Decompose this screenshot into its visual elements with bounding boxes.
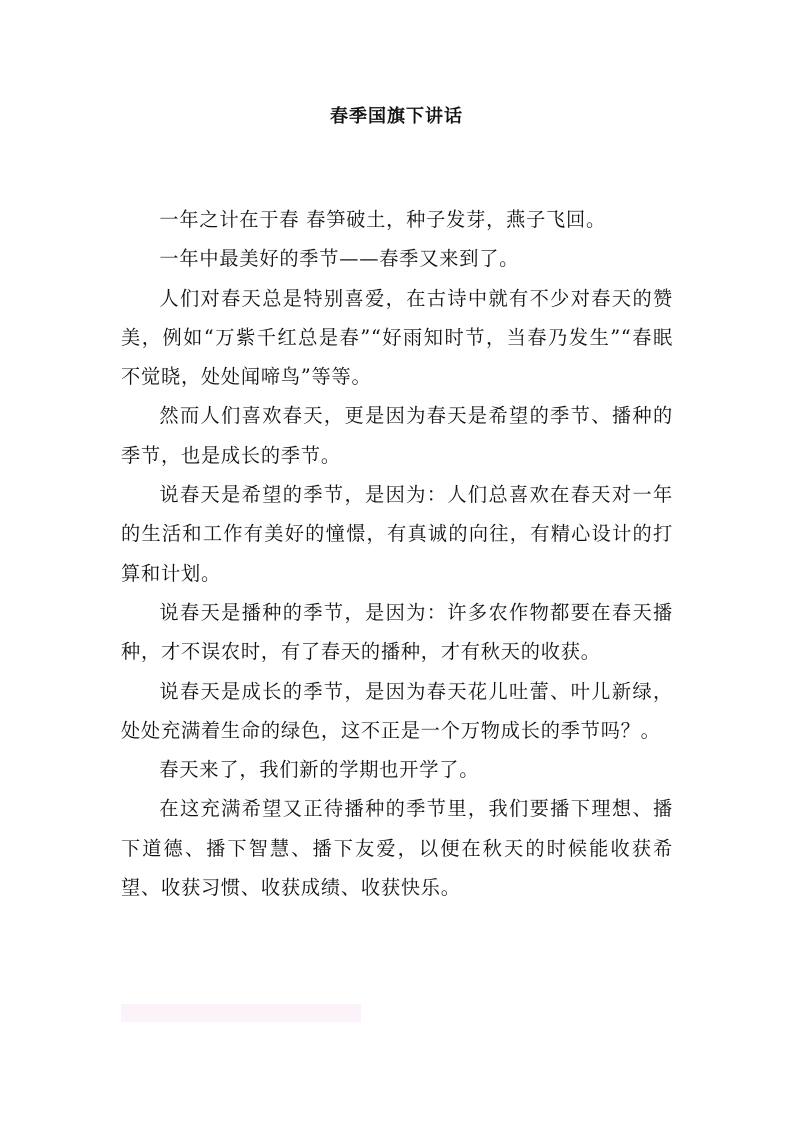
paragraph-2: 一年中最美好的季节——春季又来到了。 — [159, 247, 520, 271]
paragraph-1: 一年之计在于春 春笋破土，种子发芽，燕子飞回。 — [159, 208, 607, 231]
document-title: 春季国旗下讲话 — [330, 106, 463, 127]
paragraph-7: 说春天是成长的季节，是因为春天花儿吐蕾、叶儿新绿，处处充满着生命的绿色，这不正是一个万物成长的季节吗？。 — [121, 679, 673, 742]
paragraph-3: 人们对春天总是特别喜爱，在古诗中就有不少对春天的赞美，例如“万紫千红总是春”“好雨知时节，当春乃发生”“春眠不觉晓，处处闻啼鸟”等等。 — [121, 286, 673, 389]
paragraph-6: 说春天是播种的季节，是因为：许多农作物都要在春天播种，才不误农时，有了春天的播种，才有秋天的收获。 — [121, 600, 673, 664]
paragraph-9: 在这充满希望又正待播种的季节里，我们要播下理想、播下道德、播下智慧、播下友爱，以便在秋天的时候能收获希望、收获习惯、收获成绩、收获快乐。 — [121, 797, 673, 900]
document-body — [121, 200, 673, 907]
paragraph-5: 说春天是希望的季节，是因为：人们总喜欢在春天对一年的生活和工作有美好的憧憬，有真诚的向往，有精心设计的打算和计划。 — [121, 483, 673, 585]
faint-watermark-band — [121, 1004, 361, 1022]
paragraph-4: 然而人们喜欢春天，更是因为春天是希望的季节、播种的季节，也是成长的季节。 — [121, 404, 673, 467]
paragraph-8: 春天来了，我们新的学期也开学了。 — [159, 758, 480, 782]
